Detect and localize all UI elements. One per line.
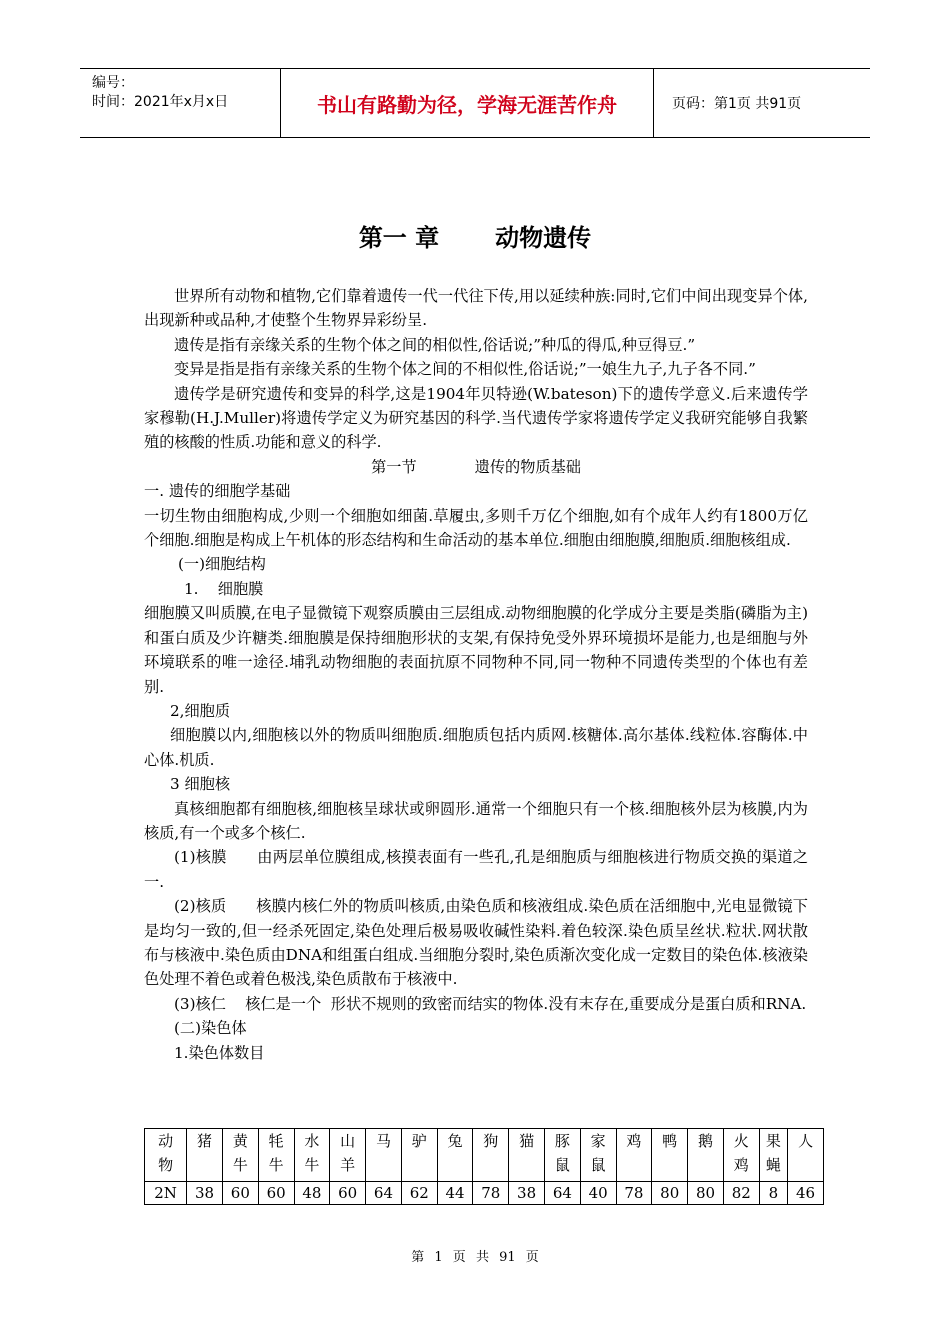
paragraph: (1)核膜 由两层单位膜组成,核摸表面有一些孔,孔是细胞质与细胞核进行物质交换的渠道之一. — [144, 848, 808, 891]
animal-name: 家鼠 — [590, 1132, 606, 1174]
chromosome-count: 38 — [509, 1182, 545, 1205]
page-footer — [0, 1246, 950, 1265]
table-cell — [544, 1129, 580, 1182]
animal-name: 狗 — [483, 1132, 499, 1150]
paragraph: (3)核仁 核仁是一个 形状不规则的致密而结实的物体.没有末存在,重要成分是蛋白质和RNA. — [174, 994, 807, 1013]
paragraph: 遗传学是研究遗传和变异的科学,这是1904年贝特逊(W.bateson)下的遗传学意义.后来遗传学家穆勒(H.J.Muller)将遗传学定义为研究基因的科学.当代遗传学家将遗传学定义我研究能够自我繁殖的核酸的性质.功能和意义的科学. — [144, 384, 808, 452]
item-heading: 2,细胞质 — [170, 701, 231, 720]
header-meta — [80, 69, 280, 137]
chromosome-count: 78 — [616, 1182, 652, 1205]
paragraph: (2)核质 核膜内核仁外的物质叫核质,由染色质和核液组成.染色质在活细胞中,光电显微镜下是均匀一致的,但一经杀死固定,染色处理后极易吸收碱性染料.着色较深.染色质呈丝状.粒状.网状散布与核液中.染色质由DNA和组蛋白组成.当细胞分裂时,染色质渐次变化成一定数目的染色体.核液染色处理不着色或着色极浅,染色质散布于核液中. — [144, 897, 808, 989]
subsection-heading: (一)细胞结构 — [178, 555, 266, 574]
chapter-number: 第一 章 — [358, 224, 440, 252]
table-cell — [401, 1129, 437, 1182]
chromosome-count: 8 — [759, 1182, 787, 1205]
animal-name: 猫 — [519, 1132, 535, 1150]
paragraph: 细胞膜又叫质膜,在电子显微镜下观察质膜由三层组成.动物细胞膜的化学成分主要是类脂(磷脂为主)和蛋白质及少许糖类.细胞膜是保持细胞形状的支架,有保持免受外界环境损坏是能力,也是细胞与外环境联系的唯一途径.埔乳动物细胞的表面抗原不同物种不同,同一物种不同遗传类型的个体也有差别. — [144, 604, 808, 696]
chromosome-count: 48 — [294, 1182, 330, 1205]
paragraph: 真核细胞都有细胞核,细胞核呈球状或卵圆形.通常一个细胞只有一个核.细胞核外层为核膜,内为核质,有一个或多个核仁. — [144, 799, 808, 842]
table-cell — [759, 1129, 787, 1182]
item-heading: 1. 细胞膜 — [184, 579, 264, 598]
chromosome-count: 62 — [401, 1182, 437, 1205]
table-cell — [473, 1129, 509, 1182]
chromosome-count: 64 — [366, 1182, 402, 1205]
table-cell — [366, 1129, 402, 1182]
paragraph: 世界所有动物和植物,它们靠着遗传一代一代往下传,用以延续种族:同时,它们中间出现变异个体,出现新种或品种,才使整个生物界异彩纷呈. — [144, 287, 808, 330]
footer-text: 第 — [411, 1250, 425, 1265]
section-name: 遗传的物质基础 — [474, 457, 581, 476]
footer-text: 页 — [525, 1250, 539, 1265]
table-cell — [330, 1129, 366, 1182]
header-page-info — [664, 69, 870, 137]
animal-name: 鸭 — [662, 1132, 678, 1150]
table-cell — [652, 1129, 688, 1182]
animal-name: 鹅 — [697, 1132, 713, 1150]
table-cell — [723, 1129, 759, 1182]
animal-name: 火鸡 — [733, 1132, 749, 1174]
table-title: 1.染色体数目 — [174, 1043, 265, 1062]
table-cell — [580, 1129, 616, 1182]
subsection-heading: (二)染色体 — [174, 1019, 247, 1038]
animal-name: 猪 — [197, 1132, 213, 1150]
animal-name: 驴 — [411, 1132, 427, 1150]
animal-name: 山羊 — [340, 1132, 356, 1174]
chromosome-count: 82 — [723, 1182, 759, 1205]
section-number: 第一节 — [371, 457, 417, 476]
chromosome-count: 80 — [688, 1182, 724, 1205]
animal-name: 鸡 — [626, 1132, 642, 1150]
subsection-heading: 一. 遗传的细胞学基础 — [144, 482, 291, 501]
animal-name: 兔 — [447, 1132, 463, 1150]
footer-text: 页 — [452, 1250, 466, 1265]
chromosome-count: 44 — [437, 1182, 473, 1205]
page-info-text: 页码：第1页 共91页 — [672, 96, 802, 112]
animal-name: 人 — [798, 1132, 814, 1150]
paragraph: 遗传是指有亲缘关系的生物个体之间的相似性,俗话说;”种瓜的得瓜,种豆得豆.” — [174, 335, 696, 354]
table-cell — [688, 1129, 724, 1182]
chromosome-count: 60 — [222, 1182, 258, 1205]
table-cell — [258, 1129, 294, 1182]
section-heading — [144, 455, 808, 479]
number-label: 编号： — [92, 75, 134, 91]
chromosome-count: 40 — [580, 1182, 616, 1205]
chromosome-count: 60 — [258, 1182, 294, 1205]
table-row — [145, 1129, 824, 1182]
animal-name: 水牛 — [304, 1132, 320, 1174]
paragraph: 细胞膜以内,细胞核以外的物质叫细胞质.细胞质包括内质网.核糖体.高尔基体.线粒体.容酶体.中心体.机质. — [144, 726, 808, 769]
paragraph: 一切生物由细胞构成,少则一个细胞如细菌.草履虫,多则千万亿个细胞,如有个成年人约有1800万亿个细胞.细胞是构成上午机体的形态结构和生命活动的基本单位.细胞由细胞膜,细胞质.细胞核组成. — [144, 506, 808, 550]
animal-name: 马 — [375, 1132, 391, 1150]
table-cell — [509, 1129, 545, 1182]
time-label: 时间：2021年x月x日 — [92, 94, 229, 110]
footer-page-number: 1 — [434, 1250, 443, 1265]
table-cell — [437, 1129, 473, 1182]
document-body — [144, 284, 808, 1065]
item-heading: 3 细胞核 — [170, 775, 231, 794]
table-cell — [187, 1129, 223, 1182]
table-cell — [788, 1129, 824, 1182]
chromosome-table — [144, 1128, 824, 1205]
animal-name: 牦牛 — [268, 1132, 284, 1174]
animal-name: 动物 — [158, 1132, 174, 1174]
table-cell — [294, 1129, 330, 1182]
chromosome-count: 38 — [187, 1182, 223, 1205]
animal-name: 黄牛 — [232, 1132, 248, 1174]
page-header — [80, 68, 870, 138]
chapter-name: 动物遗传 — [495, 224, 592, 252]
animal-name: 果蝇 — [765, 1132, 781, 1174]
footer-text: 共 — [475, 1250, 489, 1265]
animal-name: 豚鼠 — [554, 1132, 570, 1174]
table-cell — [222, 1129, 258, 1182]
chromosome-count: 60 — [330, 1182, 366, 1205]
chromosome-count: 78 — [473, 1182, 509, 1205]
table-row — [145, 1182, 824, 1205]
chromosome-count: 80 — [652, 1182, 688, 1205]
chromosome-count: 46 — [788, 1182, 824, 1205]
chromosome-count: 2N — [145, 1182, 187, 1205]
table-cell — [616, 1129, 652, 1182]
chromosome-count: 64 — [544, 1182, 580, 1205]
paragraph: 变异是指是指有亲缘关系的生物个体之间的不相似性,俗话说;”一娘生九子,九子各不同.” — [174, 360, 756, 379]
table-cell — [145, 1129, 187, 1182]
header-motto: 书山有路勤为径，学海无涯苦作舟 — [280, 69, 654, 137]
footer-total-pages: 91 — [499, 1250, 516, 1265]
chapter-title — [0, 218, 950, 253]
